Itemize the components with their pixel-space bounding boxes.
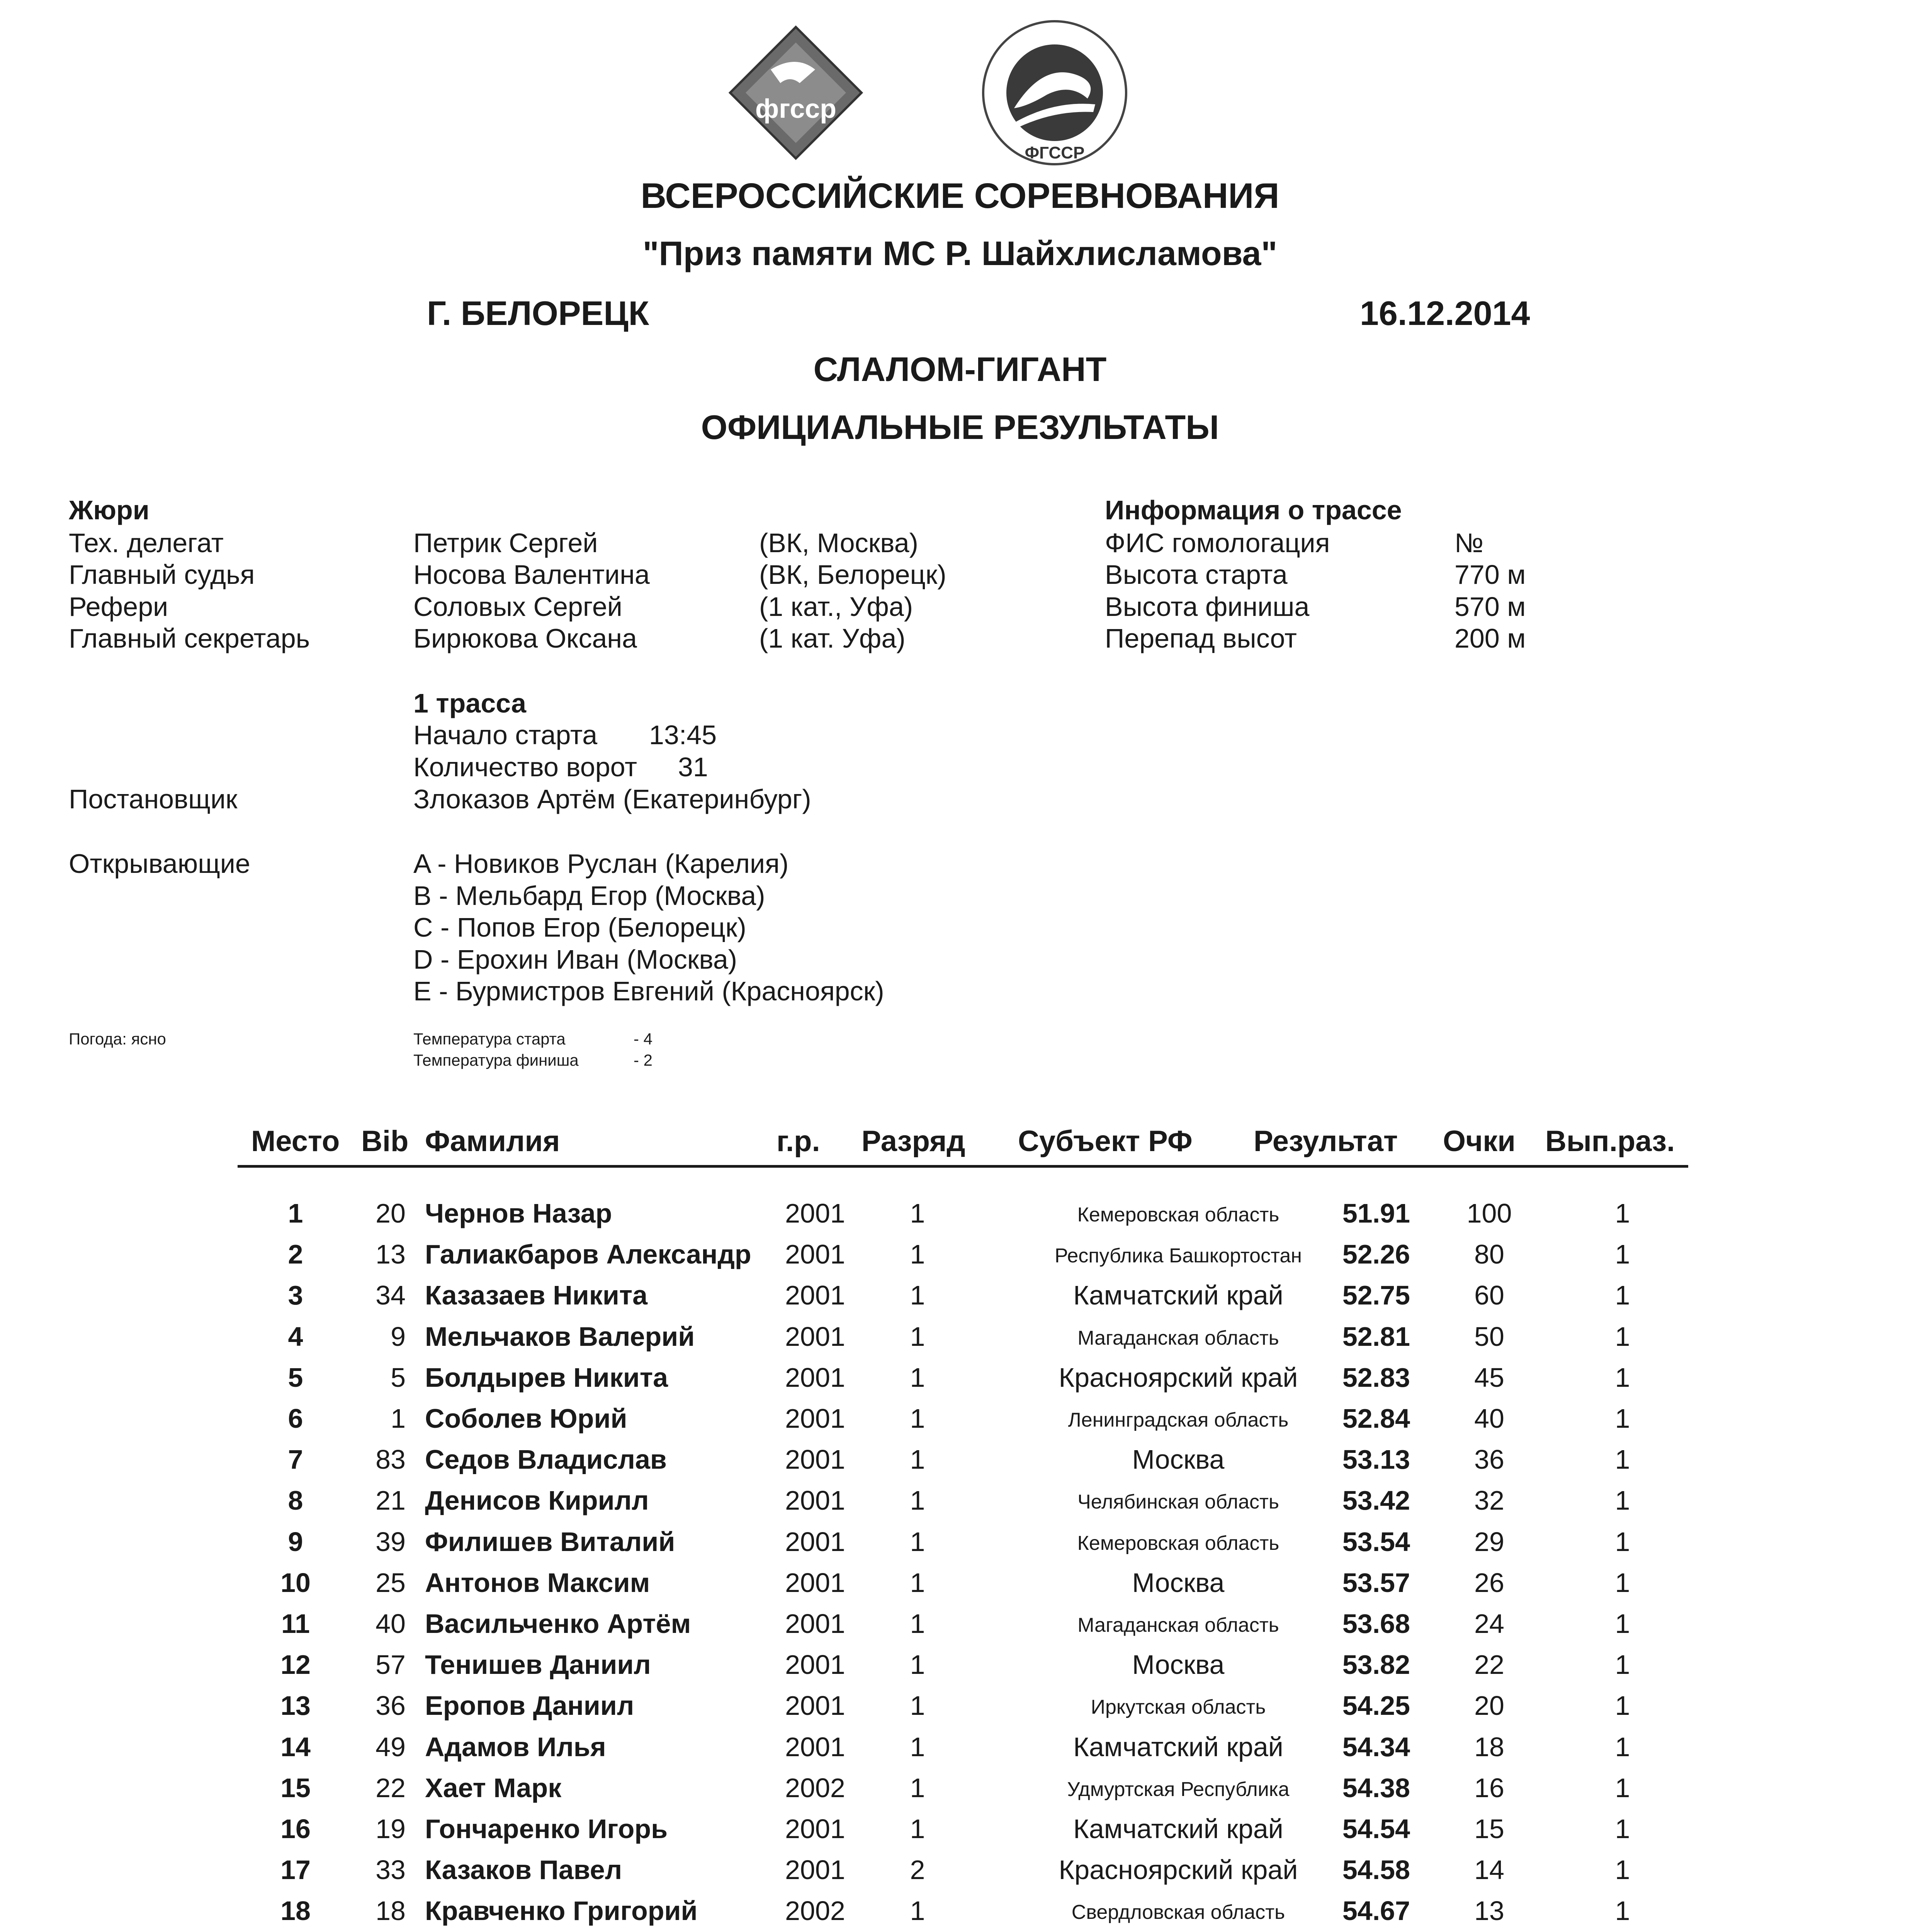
table-row xyxy=(0,1444,1920,1485)
name-cell: Чернов Назар xyxy=(425,1198,612,1228)
result-cell: 52.83 xyxy=(1342,1362,1410,1393)
vyp-cell: 1 xyxy=(1615,1567,1630,1598)
bib-cell: 40 xyxy=(376,1609,406,1639)
birth-year-cell: 2001 xyxy=(785,1731,845,1762)
vyp-cell: 1 xyxy=(1615,1731,1630,1762)
region-cell: Красноярский край xyxy=(1059,1362,1298,1393)
region-cell: Красноярский край xyxy=(1059,1855,1298,1885)
birth-year-cell: 2002 xyxy=(785,1896,845,1926)
result-cell: 54.34 xyxy=(1342,1731,1410,1762)
table-row xyxy=(0,1772,1920,1813)
name-cell: Казаков Павел xyxy=(425,1855,622,1885)
rank-cell: 1 xyxy=(910,1814,925,1844)
points-cell: 20 xyxy=(1474,1690,1504,1721)
rank-cell: 1 xyxy=(910,1690,925,1721)
col-name: Фамилия xyxy=(425,1125,560,1158)
place-cell: 2 xyxy=(288,1239,303,1270)
name-cell: Седов Владислав xyxy=(425,1444,667,1475)
table-row xyxy=(0,1198,1920,1239)
competition-title: ВСЕРОССИЙСКИЕ СОРЕВНОВАНИЯ xyxy=(641,176,1279,216)
track-info-label: ФИС гомологация xyxy=(1105,528,1330,558)
name-cell: Филишев Виталий xyxy=(425,1526,675,1557)
place-cell: 8 xyxy=(288,1485,303,1516)
result-cell: 53.54 xyxy=(1342,1526,1410,1557)
table-row xyxy=(0,1526,1920,1567)
region-cell: Челябинская область xyxy=(1077,1491,1279,1514)
rank-cell: 1 xyxy=(910,1403,925,1434)
rank-cell: 1 xyxy=(910,1772,925,1803)
birth-year-cell: 2001 xyxy=(785,1567,845,1598)
result-cell: 54.54 xyxy=(1342,1814,1410,1844)
course-heading: 1 трасса xyxy=(413,688,526,718)
birth-year-cell: 2001 xyxy=(785,1650,845,1680)
place-cell: 11 xyxy=(281,1609,310,1639)
result-cell: 53.68 xyxy=(1342,1609,1410,1639)
col-points: Очки xyxy=(1443,1125,1516,1158)
name-cell: Соболев Юрий xyxy=(425,1403,627,1434)
jury-note: (ВК, Белорецк) xyxy=(759,560,946,590)
col-region: Субъект РФ xyxy=(1018,1125,1193,1158)
bib-cell: 57 xyxy=(376,1650,406,1680)
jury-note: (ВК, Москва) xyxy=(759,528,918,558)
track-info-value: 770 м xyxy=(1454,560,1526,590)
rank-cell: 1 xyxy=(910,1280,925,1311)
points-cell: 80 xyxy=(1474,1239,1504,1270)
result-cell: 53.13 xyxy=(1342,1444,1410,1475)
start-temp: - 4 xyxy=(634,1030,653,1048)
table-row xyxy=(0,1239,1920,1280)
points-cell: 22 xyxy=(1474,1650,1504,1680)
region-cell: Иркутская область xyxy=(1091,1696,1266,1719)
rank-cell: 1 xyxy=(910,1731,925,1762)
vyp-cell: 1 xyxy=(1615,1772,1630,1803)
name-cell: Тенишев Даниил xyxy=(425,1650,651,1680)
svg-text:ФГССР: ФГССР xyxy=(1025,143,1085,162)
col-bib: Bib xyxy=(361,1125,409,1158)
rank-cell: 1 xyxy=(910,1485,925,1516)
track-info-value: 570 м xyxy=(1454,592,1526,622)
birth-year-cell: 2001 xyxy=(785,1403,845,1434)
table-row xyxy=(0,1608,1920,1649)
points-cell: 18 xyxy=(1474,1731,1504,1762)
place-cell: 6 xyxy=(288,1403,303,1434)
jury-role: Рефери xyxy=(69,592,168,622)
bib-cell: 9 xyxy=(391,1321,406,1352)
region-cell: Камчатский край xyxy=(1073,1731,1283,1762)
city: Г. БЕЛОРЕЦК xyxy=(427,294,649,332)
region-cell: Республика Башкортостан xyxy=(1055,1245,1302,1267)
gates-count: 31 xyxy=(678,752,708,782)
openers-label: Открывающие xyxy=(69,849,250,879)
course-setter: Злоказов Артём (Екатеринбург) xyxy=(413,784,811,814)
points-cell: 45 xyxy=(1474,1362,1504,1393)
table-row xyxy=(0,1567,1920,1608)
federation-logos xyxy=(707,12,1248,178)
result-cell: 52.81 xyxy=(1342,1321,1410,1352)
birth-year-cell: 2001 xyxy=(785,1485,845,1516)
region-cell: Магаданская область xyxy=(1077,1327,1279,1349)
bib-cell: 21 xyxy=(376,1485,406,1516)
discipline: СЛАЛОМ-ГИГАНТ xyxy=(813,350,1107,388)
bib-cell: 22 xyxy=(376,1772,406,1803)
start-time-label: Начало старта xyxy=(413,720,598,750)
rank-cell: 1 xyxy=(910,1239,925,1270)
col-rank: Разряд xyxy=(861,1125,965,1158)
birth-year-cell: 2001 xyxy=(785,1526,845,1557)
document-type: ОФИЦИАЛЬНЫЕ РЕЗУЛЬТАТЫ xyxy=(701,408,1219,446)
place-cell: 12 xyxy=(280,1650,311,1680)
region-cell: Камчатский край xyxy=(1073,1280,1283,1311)
place-cell: 13 xyxy=(280,1690,311,1721)
vyp-cell: 1 xyxy=(1615,1321,1630,1352)
place-cell: 9 xyxy=(288,1526,303,1557)
opener: E - Бурмистров Евгений (Красноярск) xyxy=(413,976,884,1006)
points-cell: 24 xyxy=(1474,1609,1504,1639)
svg-text:фгсср: фгсср xyxy=(755,94,837,124)
place-cell: 15 xyxy=(280,1772,311,1803)
birth-year-cell: 2001 xyxy=(785,1609,845,1639)
start-time: 13:45 xyxy=(649,720,717,750)
birth-year-cell: 2002 xyxy=(785,1772,845,1803)
bib-cell: 49 xyxy=(376,1731,406,1762)
fgssrb-logo xyxy=(730,27,861,158)
table-row xyxy=(0,1895,1920,1932)
vyp-cell: 1 xyxy=(1615,1526,1630,1557)
jury-name: Соловых Сергей xyxy=(413,592,622,622)
rank-cell: 2 xyxy=(910,1855,925,1885)
birth-year-cell: 2001 xyxy=(785,1855,845,1885)
vyp-cell: 1 xyxy=(1615,1362,1630,1393)
result-cell: 53.42 xyxy=(1342,1485,1410,1516)
opener: C - Попов Егор (Белорецк) xyxy=(413,912,746,942)
place-cell: 18 xyxy=(280,1896,311,1926)
region-cell: Москва xyxy=(1132,1650,1225,1680)
gates-label: Количество ворот xyxy=(413,752,637,782)
result-cell: 52.84 xyxy=(1342,1403,1410,1434)
region-cell: Свердловская область xyxy=(1071,1901,1285,1924)
name-cell: Казазаев Никита xyxy=(425,1280,648,1311)
place-cell: 3 xyxy=(288,1280,303,1311)
opener: A - Новиков Руслан (Карелия) xyxy=(413,849,789,879)
opener: B - Мельбард Егор (Москва) xyxy=(413,881,765,911)
jury-role: Тех. делегат xyxy=(69,528,224,558)
place-cell: 4 xyxy=(288,1321,303,1352)
fgssr-round-logo xyxy=(983,21,1126,164)
bib-cell: 5 xyxy=(391,1362,406,1393)
bib-cell: 33 xyxy=(376,1855,406,1885)
track-info-label: Перепад высот xyxy=(1105,623,1297,653)
vyp-cell: 1 xyxy=(1615,1814,1630,1844)
bib-cell: 19 xyxy=(376,1814,406,1844)
col-result: Результат xyxy=(1254,1125,1398,1158)
vyp-cell: 1 xyxy=(1615,1280,1630,1311)
result-cell: 54.25 xyxy=(1342,1690,1410,1721)
birth-year-cell: 2001 xyxy=(785,1444,845,1475)
track-info-heading: Информация о трассе xyxy=(1105,495,1402,525)
name-cell: Хает Марк xyxy=(425,1772,562,1803)
jury-note: (1 кат. Уфа) xyxy=(759,623,906,653)
points-cell: 26 xyxy=(1474,1567,1504,1598)
place-cell: 10 xyxy=(280,1567,311,1598)
table-row xyxy=(0,1690,1920,1731)
jury-heading: Жюри xyxy=(69,495,150,525)
birth-year-cell: 2001 xyxy=(785,1362,845,1393)
place-cell: 5 xyxy=(288,1362,303,1393)
rank-cell: 1 xyxy=(910,1526,925,1557)
points-cell: 13 xyxy=(1474,1896,1504,1926)
birth-year-cell: 2001 xyxy=(785,1814,845,1844)
birth-year-cell: 2001 xyxy=(785,1198,845,1228)
name-cell: Денисов Кирилл xyxy=(425,1485,649,1516)
name-cell: Антонов Максим xyxy=(425,1567,650,1598)
vyp-cell: 1 xyxy=(1615,1855,1630,1885)
name-cell: Гончаренко Игорь xyxy=(425,1814,668,1844)
vyp-cell: 1 xyxy=(1615,1896,1630,1926)
logos xyxy=(707,12,1248,178)
jury-note: (1 кат., Уфа) xyxy=(759,592,913,622)
bib-cell: 83 xyxy=(376,1444,406,1475)
rank-cell: 1 xyxy=(910,1198,925,1228)
rank-cell: 1 xyxy=(910,1609,925,1639)
region-cell: Москва xyxy=(1132,1444,1225,1475)
points-cell: 14 xyxy=(1474,1855,1504,1885)
region-cell: Кемеровская область xyxy=(1077,1532,1279,1554)
rank-cell: 1 xyxy=(910,1444,925,1475)
name-cell: Галиакбаров Александр xyxy=(425,1239,751,1270)
table-row xyxy=(0,1854,1920,1895)
name-cell: Кравченко Григорий xyxy=(425,1896,698,1926)
rank-cell: 1 xyxy=(910,1567,925,1598)
region-cell: Магаданская область xyxy=(1077,1614,1279,1636)
vyp-cell: 1 xyxy=(1615,1650,1630,1680)
table-row xyxy=(0,1485,1920,1526)
result-cell: 52.26 xyxy=(1342,1239,1410,1270)
birth-year-cell: 2001 xyxy=(785,1239,845,1270)
start-temp-label: Температура старта xyxy=(413,1030,566,1048)
result-cell: 53.57 xyxy=(1342,1567,1410,1598)
place-cell: 14 xyxy=(280,1731,311,1762)
finish-temp-label: Температура финиша xyxy=(413,1051,579,1069)
jury-name: Бирюкова Оксана xyxy=(413,623,637,653)
weather: Погода: ясно xyxy=(69,1030,166,1048)
region-cell: Камчатский край xyxy=(1073,1814,1283,1844)
name-cell: Болдырев Никита xyxy=(425,1362,668,1393)
col-vyp: Вып.раз. xyxy=(1545,1125,1675,1158)
points-cell: 36 xyxy=(1474,1444,1504,1475)
birth-year-cell: 2001 xyxy=(785,1690,845,1721)
place-cell: 1 xyxy=(288,1198,303,1228)
result-cell: 54.58 xyxy=(1342,1855,1410,1885)
col-place: Место xyxy=(251,1125,340,1158)
jury-name: Носова Валентина xyxy=(413,560,650,590)
finish-temp: - 2 xyxy=(634,1051,653,1069)
vyp-cell: 1 xyxy=(1615,1444,1630,1475)
track-info-value: № xyxy=(1454,528,1484,558)
points-cell: 29 xyxy=(1474,1526,1504,1557)
bib-cell: 20 xyxy=(376,1198,406,1228)
bib-cell: 13 xyxy=(376,1239,406,1270)
opener: D - Ерохин Иван (Москва) xyxy=(413,944,737,975)
birth-year-cell: 2001 xyxy=(785,1280,845,1311)
name-cell: Еропов Даниил xyxy=(425,1690,634,1721)
points-cell: 32 xyxy=(1474,1485,1504,1516)
table-row xyxy=(0,1813,1920,1854)
bib-cell: 1 xyxy=(391,1403,406,1434)
region-cell: Москва xyxy=(1132,1567,1225,1598)
vyp-cell: 1 xyxy=(1615,1239,1630,1270)
rank-cell: 1 xyxy=(910,1896,925,1926)
table-row xyxy=(0,1321,1920,1362)
bib-cell: 36 xyxy=(376,1690,406,1721)
jury-name: Петрик Сергей xyxy=(413,528,598,558)
result-cell: 51.91 xyxy=(1342,1198,1410,1228)
place-cell: 16 xyxy=(280,1814,311,1844)
jury-role: Главный секретарь xyxy=(69,623,310,653)
bib-cell: 34 xyxy=(376,1280,406,1311)
points-cell: 100 xyxy=(1466,1198,1512,1228)
vyp-cell: 1 xyxy=(1615,1690,1630,1721)
track-info-label: Высота старта xyxy=(1105,560,1288,590)
place-cell: 7 xyxy=(288,1444,303,1475)
name-cell: Мельчаков Валерий xyxy=(425,1321,695,1352)
points-cell: 16 xyxy=(1474,1772,1504,1803)
name-cell: Адамов Илья xyxy=(425,1731,606,1762)
result-cell: 54.67 xyxy=(1342,1896,1410,1926)
region-cell: Ленинградская область xyxy=(1068,1409,1289,1431)
table-row xyxy=(0,1362,1920,1403)
vyp-cell: 1 xyxy=(1615,1485,1630,1516)
place-cell: 17 xyxy=(280,1855,311,1885)
vyp-cell: 1 xyxy=(1615,1403,1630,1434)
vyp-cell: 1 xyxy=(1615,1198,1630,1228)
table-row xyxy=(0,1280,1920,1321)
track-info-label: Высота финиша xyxy=(1105,592,1310,622)
bib-cell: 18 xyxy=(376,1896,406,1926)
name-cell: Васильченко Артём xyxy=(425,1609,691,1639)
rank-cell: 1 xyxy=(910,1650,925,1680)
result-cell: 53.82 xyxy=(1342,1650,1410,1680)
region-cell: Кемеровская область xyxy=(1077,1204,1279,1226)
rank-cell: 1 xyxy=(910,1362,925,1393)
table-row xyxy=(0,1403,1920,1444)
vyp-cell: 1 xyxy=(1615,1609,1630,1639)
event-date: 16.12.2014 xyxy=(1360,294,1530,332)
jury-role: Главный судья xyxy=(69,560,255,590)
points-cell: 60 xyxy=(1474,1280,1504,1311)
rank-cell: 1 xyxy=(910,1321,925,1352)
region-cell: Удмуртская Республика xyxy=(1067,1778,1290,1801)
table-row xyxy=(0,1731,1920,1772)
setter-label: Постановщик xyxy=(69,784,238,814)
table-row xyxy=(0,1649,1920,1690)
result-cell: 54.38 xyxy=(1342,1772,1410,1803)
birth-year-cell: 2001 xyxy=(785,1321,845,1352)
competition-subtitle: "Приз памяти МС Р. Шайхлисламова" xyxy=(642,234,1278,272)
points-cell: 15 xyxy=(1474,1814,1504,1844)
points-cell: 40 xyxy=(1474,1403,1504,1434)
bib-cell: 25 xyxy=(376,1567,406,1598)
header-divider xyxy=(238,1165,1688,1168)
points-cell: 50 xyxy=(1474,1321,1504,1352)
col-year: г.р. xyxy=(776,1125,820,1158)
bib-cell: 39 xyxy=(376,1526,406,1557)
track-info-value: 200 м xyxy=(1454,623,1526,653)
result-cell: 52.75 xyxy=(1342,1280,1410,1311)
